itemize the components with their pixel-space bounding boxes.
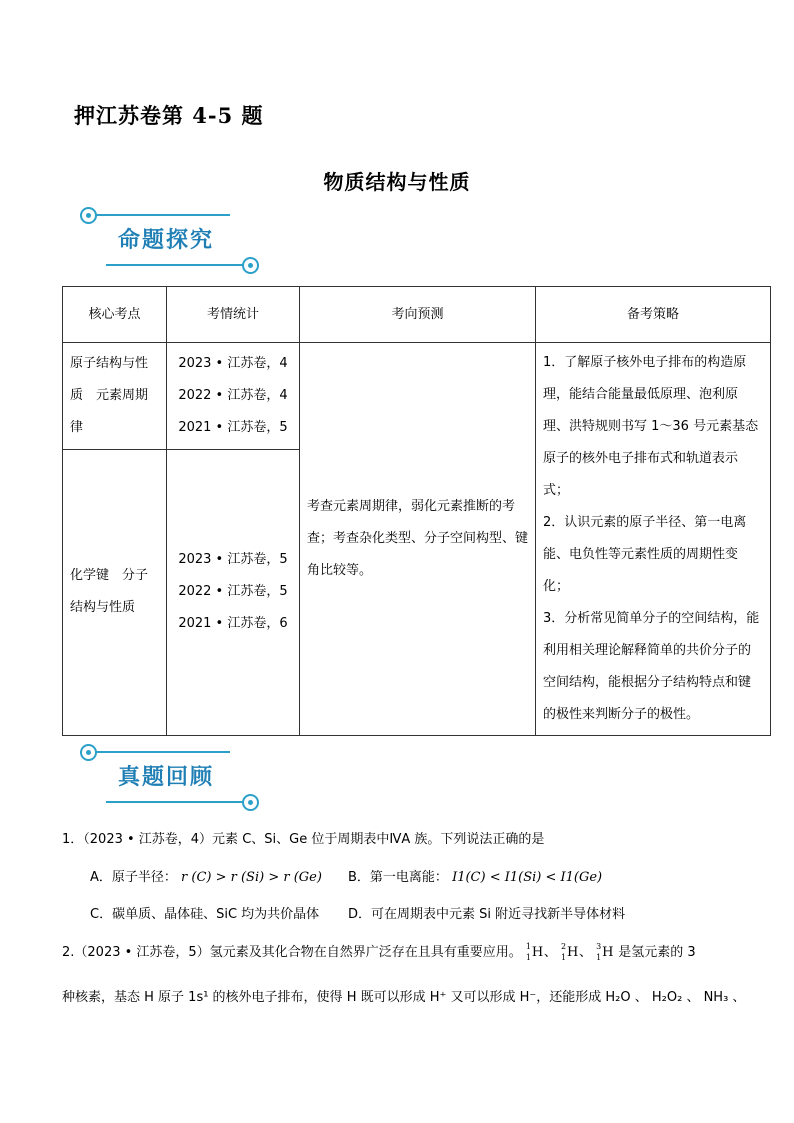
option-b-label: B．第一电离能：: [348, 870, 448, 885]
question-2-line-2: 种核素，基态 H 原子 1s¹ 的核外电子排布，使得 H 既可以形成 H⁺ 又可以形成 H⁻，还能形成 H₂O 、 H₂O₂ 、 NH₃ 、: [62, 990, 746, 1005]
banner-line: [90, 751, 230, 753]
banner-line: [106, 801, 246, 803]
banner-line: [106, 264, 246, 266]
core-point-cell: 原子结构与性质 元素周期律: [63, 343, 167, 450]
strategy-item: 1．了解原子核外电子排布的构造原理，能结合能量最低原理、泡利原理、洪特规则书写 1～36 号元素基态原子的核外电子排布式和轨道表示式；: [543, 355, 759, 498]
q2-intro: 2.（2023 • 江苏卷，5）氢元素及其化合物在自然界广泛存在且具有重要应用。: [62, 945, 522, 960]
strategy-cell: [536, 343, 771, 736]
exam-table: [62, 286, 771, 736]
isotope-h3: 3 1 H: [596, 941, 614, 962]
page-title: 押江苏卷第 4-5 题: [74, 103, 264, 128]
question-2-line-1: 2.（2023 • 江苏卷，5）氢元素及其化合物在自然界广泛存在且具有重要应用。 1 1 H 、 2 1 H 、 3 1 H 是氢元素的 3: [62, 941, 696, 962]
table-row: [63, 343, 771, 450]
year-entry: 2023 • 江苏卷，4: [178, 355, 288, 371]
strategy-item: 3．分析常见简单分子的空间结构，能利用相关理论解释简单的共价分子的空间结构，能根据分子结构特点和键的极性来判断分子的极性。: [543, 611, 760, 722]
option-b-formula: I1(C) < I1(Si) < I1(Ge): [452, 870, 603, 885]
year-entry: 2021 • 江苏卷，6: [178, 616, 288, 632]
option-d: D．可在周期表中元素 Si 附近寻找新半导体材料: [348, 907, 626, 922]
col-header: 备考策略: [536, 287, 771, 343]
q2-isotope-desc: 是氢元素的 3: [618, 945, 696, 960]
year-entry: 2023 • 江苏卷，5: [178, 552, 288, 568]
option-a-label: A．原子半径：: [90, 870, 177, 885]
circle-icon: [80, 744, 97, 761]
isotope-h2: 2 1 H: [560, 941, 579, 962]
circle-icon: [242, 257, 259, 274]
section-label: 命题探究: [118, 228, 215, 253]
stats-cell: [167, 343, 300, 450]
stats-cell: [167, 449, 300, 735]
table-header-row: [63, 287, 771, 343]
year-entry: 2022 • 江苏卷，4: [178, 387, 288, 403]
option-a: [90, 866, 322, 885]
section-label: 真题回顾: [118, 765, 215, 790]
prediction-cell: 考查元素周期律，弱化元素推断的考查；考查杂化类型、分子空间构型、键角比较等。: [300, 343, 536, 736]
banner-line: [90, 214, 230, 216]
option-a-formula: r (C) > r (Si) > r (Ge): [181, 870, 322, 885]
col-header: 核心考点: [63, 287, 167, 343]
core-point-cell: 化学键 分子结构与性质: [63, 449, 167, 735]
circle-icon: [80, 207, 97, 224]
section-banner-explore: [78, 207, 278, 279]
col-header: 考情统计: [167, 287, 300, 343]
question-1-stem: 1．（2023 • 江苏卷，4）元素 C、Si、Ge 位于周期表中ⅣA 族。下列说法正确的是: [62, 832, 545, 847]
strategy-item: 2．认识元素的原子半径、第一电离能、电负性等元素性质的周期性变化；: [543, 515, 747, 594]
col-header: 考向预测: [300, 287, 536, 343]
circle-icon: [242, 794, 259, 811]
year-entry: 2022 • 江苏卷，5: [178, 584, 288, 600]
option-b: [348, 866, 602, 885]
page-subtitle: 物质结构与性质: [323, 170, 471, 194]
isotope-h1: 1 1 H: [525, 941, 544, 962]
section-banner-review: [78, 744, 278, 816]
year-entry: 2021 • 江苏卷，5: [178, 419, 288, 435]
option-c: C．碳单质、晶体硅、SiC 均为共价晶体: [90, 907, 320, 922]
